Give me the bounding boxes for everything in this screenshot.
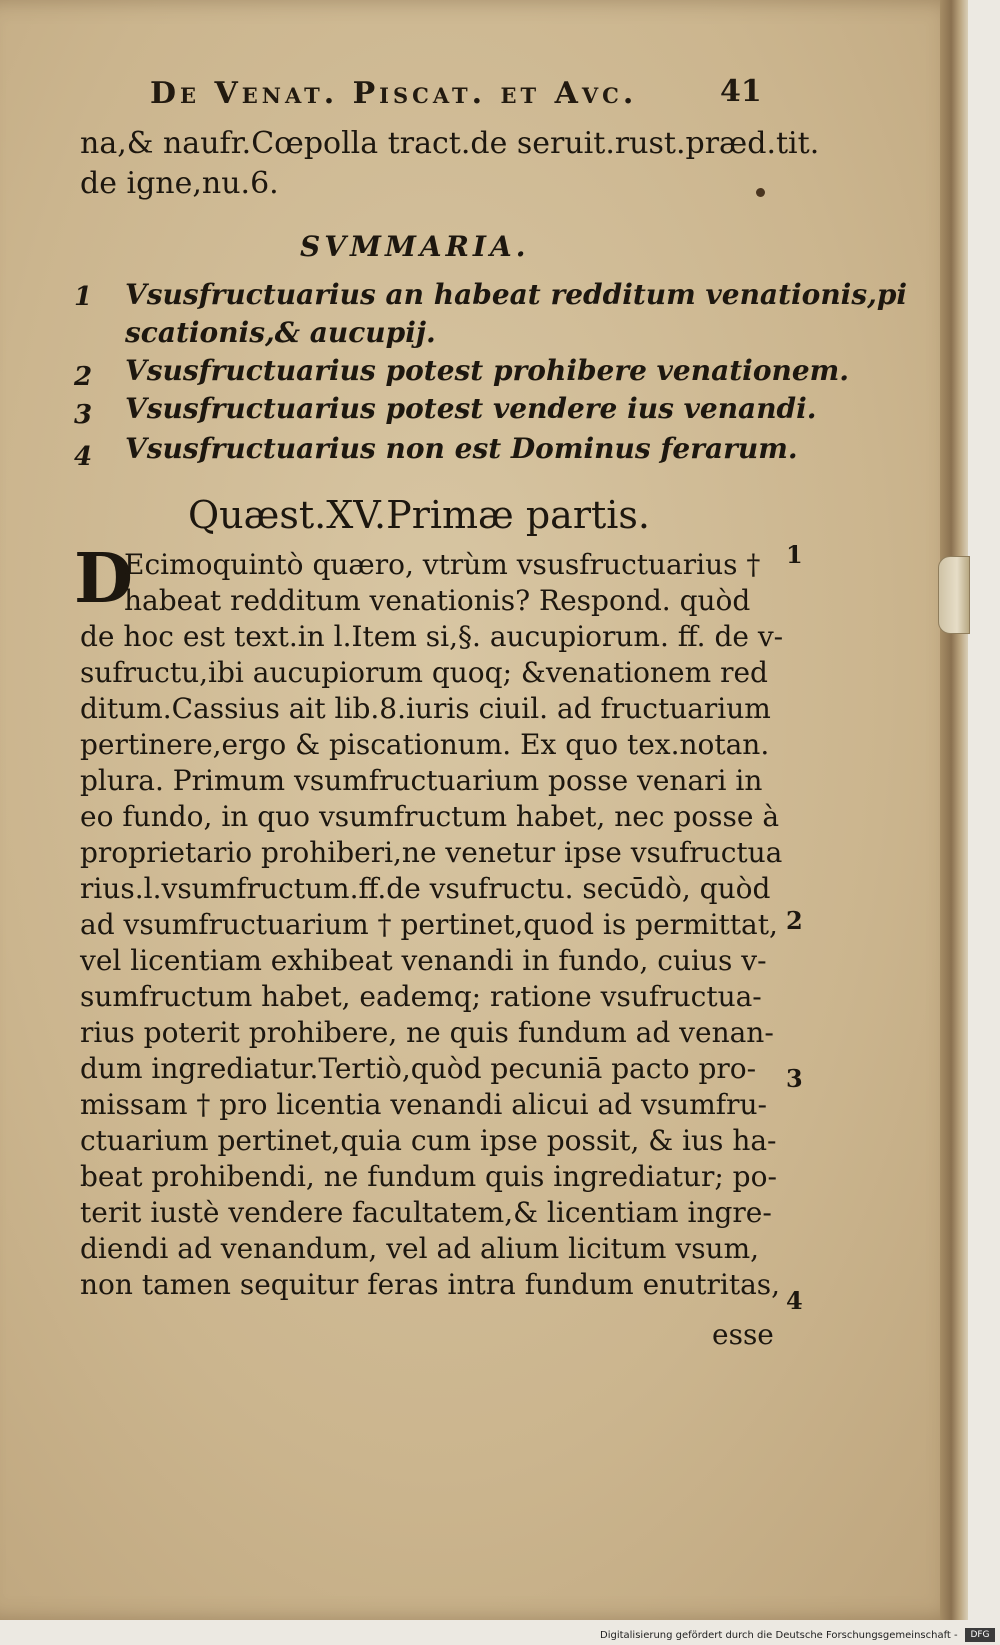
question-title: Quæst.XV.Primæ partis.: [188, 493, 650, 537]
drop-cap: D: [74, 539, 133, 619]
body-line-3: de hoc est text.in l.Item si,§. aucupiorum. ff. de v-: [80, 620, 784, 653]
summaria-number-1: 1: [74, 282, 93, 312]
dfg-logo: DFG: [965, 1628, 995, 1642]
body-line-20: diendi ad venandum, vel ad alium licitum vsum,: [80, 1232, 760, 1265]
summaria-item-3: Vsusfructuarius potest vendere ius venandi.: [125, 392, 817, 425]
book-clasp: [938, 556, 970, 634]
body-line-6: pertinere,ergo & piscationum. Ex quo tex.notan.: [80, 728, 770, 761]
summaria-number-4: 4: [74, 442, 93, 472]
body-line-10: rius.l.vsumfructum.ff.de vsufructu. secūdò, quòd: [80, 872, 771, 905]
top-line-1: na,& naufr.Cœpolla tract.de seruit.rust.præd.tit.: [80, 126, 820, 161]
summaria-title: SVMMARIA.: [300, 230, 530, 263]
body-line-7: plura. Primum vsumfructuarium posse venari in: [80, 764, 763, 797]
digitization-credit: Digitalisierung gefördert durch die Deutsche Forschungsgemeinschaft -: [600, 1630, 958, 1641]
body-line-14: rius poterit prohibere, ne quis fundum ad venan-: [80, 1016, 774, 1049]
margin-number-3: 3: [786, 1064, 803, 1093]
summaria-item-1-line-2: scationis,& aucupij.: [125, 316, 436, 349]
catchword: esse: [712, 1318, 774, 1351]
margin-number-1: 1: [786, 540, 803, 569]
body-line-11: ad vsumfructuarium † pertinet,quod is permittat,: [80, 908, 778, 941]
summaria-number-2: 2: [74, 362, 93, 392]
body-line-13: sumfructum habet, eademq; ratione vsufructua-: [80, 980, 762, 1013]
summaria-item-2: Vsusfructuarius potest prohibere venationem.: [125, 354, 850, 387]
body-line-17: ctuarium pertinet,quia cum ipse possit, & ius ha-: [80, 1124, 777, 1157]
body-line-16: missam † pro licentia venandi alicui ad vsumfru-: [80, 1088, 767, 1121]
summaria-item-1-line-1: Vsusfructuarius an habeat redditum venationis,pi: [125, 278, 908, 311]
summaria-number-3: 3: [74, 400, 93, 430]
body-line-12: vel licentiam exhibeat venandi in fundo, cuius v-: [80, 944, 767, 977]
body-line-21: non tamen sequitur feras intra fundum enutritas,: [80, 1268, 781, 1301]
running-head: De Venat. Piscat. et Avc.: [150, 76, 638, 111]
body-line-15: dum ingrediatur.Tertiò,quòd pecuniā pacto pro-: [80, 1052, 757, 1085]
body-line-5: ditum.Cassius ait lib.8.iuris ciuil. ad fructuarium: [80, 692, 771, 725]
body-line-4: sufructu,ibi aucupiorum quoq; &venationem red: [80, 656, 768, 689]
body-line-2: habeat redditum venationis? Respond. quòd: [124, 584, 751, 617]
margin-number-2: 2: [786, 906, 803, 935]
margin-number-4: 4: [786, 1286, 803, 1315]
top-line-2: de igne,nu.6.: [80, 166, 279, 201]
body-line-18: beat prohibendi, ne fundum quis ingrediatur; po-: [80, 1160, 777, 1193]
body-line-8: eo fundo, in quo vsumfructum habet, nec posse à: [80, 800, 780, 833]
body-line-19: terit iustè vendere facultatem,& licentiam ingre-: [80, 1196, 772, 1229]
summaria-item-4: Vsusfructuarius non est Dominus ferarum.: [125, 432, 798, 465]
folio-number: 41: [720, 74, 762, 109]
body-line-1: Ecimoquintò quæro, vtrùm vsusfructuarius †: [124, 548, 761, 581]
page-edge: [940, 0, 968, 1620]
ink-spot: [756, 188, 765, 197]
body-line-9: proprietario prohiberi,ne venetur ipse vsufructua: [80, 836, 783, 869]
